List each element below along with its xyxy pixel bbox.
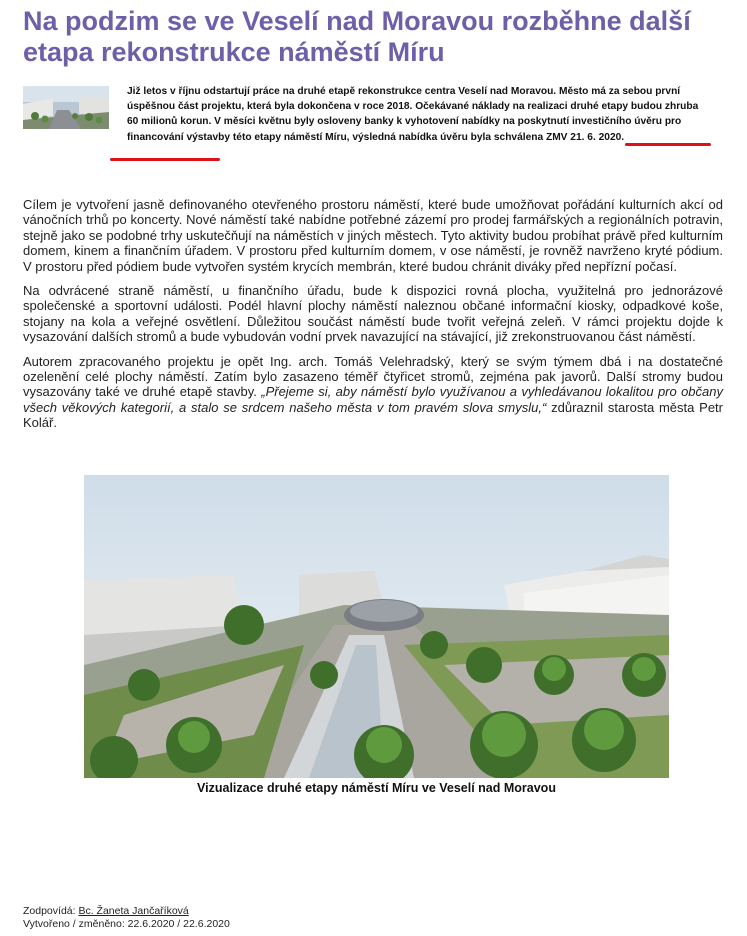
created-modified-dates: Vytvořeno / změněno: 22.6.2020 / 22.6.2020 [23, 918, 230, 930]
image-caption: Vizualizace druhé etapy náměstí Míru ve Veselí nad Moravou [197, 781, 556, 795]
responsible-person-link[interactable]: Bc. Žaneta Jančaříková [78, 905, 189, 917]
article-paragraph: Na odvrácené straně náměstí, u finančního úřadu, bude k dispozici rovná plocha, využitelná pro jednorázové společenské a sportovní události. Podél hlavní plochy náměstí naleznou občané informační kiosky, odpadkové koše, stojany na kola a veřejné osvětlení. Důležitou součást náměstí bude tvořit veřejná zeleň. V rámci projektu dojde k vysazování dalších stromů a bude vybudován vodní prvek navazující na stávající, již zrekonstruovanou část náměstí. [23, 283, 723, 345]
article-perex: Již letos v říjnu odstartují práce na druhé etapě rekonstrukce centra Veselí nad Moravou. Město má za sebou první úspěšnou část projektu, která byla dokončena v roce 2018. Očekávané náklady na realizaci druhé etapy budou zhruba 60 milionů korun. V měsíci květnu byly osloveny banky k vyhotovení nabídky na poskytnutí investičního úvěru pro financování výstavby této etapy náměstí Míru, výsledná nabídka úvěru byla schválena ZMV 21. 6. 2020. [127, 86, 699, 143]
highlight-underline [110, 158, 220, 161]
article-body [23, 197, 723, 440]
article-thumbnail [23, 86, 109, 129]
square-visualization-image [84, 475, 669, 778]
responsible-line [23, 905, 230, 918]
paragraph-text: zdůraznil starosta města Petr Kolář. [23, 399, 724, 431]
mayor-quote: „Přejeme si, aby náměstí bylo využívanou a vyhledávanou lokalitou pro občany všech věkových kategorií, a stalo se srdcem našeho města v tom pravém slova smyslu,“ [23, 384, 723, 415]
article-title: Na podzim se ve Veselí nad Moravou rozběhne další etapa rekonstrukce náměstí Míru [23, 6, 691, 67]
responsible-label: Zodpovídá: [23, 905, 79, 917]
paragraph-text: Autorem zpracovaného projektu je opět Ing. arch. Tomáš Velehradský, který se svým týmem dbá i na dostatečné ozelenění celé plochy náměstí. Zatím bylo zasazeno téměř čtyřicet stromů, zejména pak javorů. Další stromy budou vysazovány také ve druhé etapě stavby. [23, 353, 723, 400]
article-paragraph [23, 354, 723, 431]
article-footer [23, 905, 230, 931]
highlight-underline [625, 143, 711, 146]
article-paragraph: Cílem je vytvoření jasně definovaného otevřeného prostoru náměstí, které bude umožňovat pořádání kulturních akcí od vánočních trhů po koncerty. Nové náměstí také nabídne potřebné zázemí pro prodej farmářských a regionálních potravin, stejně jako se podobné trhy uskutečňují na náměstích v jiných městech. Tyto aktivity budou probíhat právě před kulturním domem, kinem a finančním úřadem. V prostoru před kulturním domem, v ose náměstí, je rovněž navrženo kryté pódium. V prostoru před pódiem bude vytvořen systém krycích membrán, které budou chránit diváky před nepřízní počasí. [23, 197, 723, 274]
